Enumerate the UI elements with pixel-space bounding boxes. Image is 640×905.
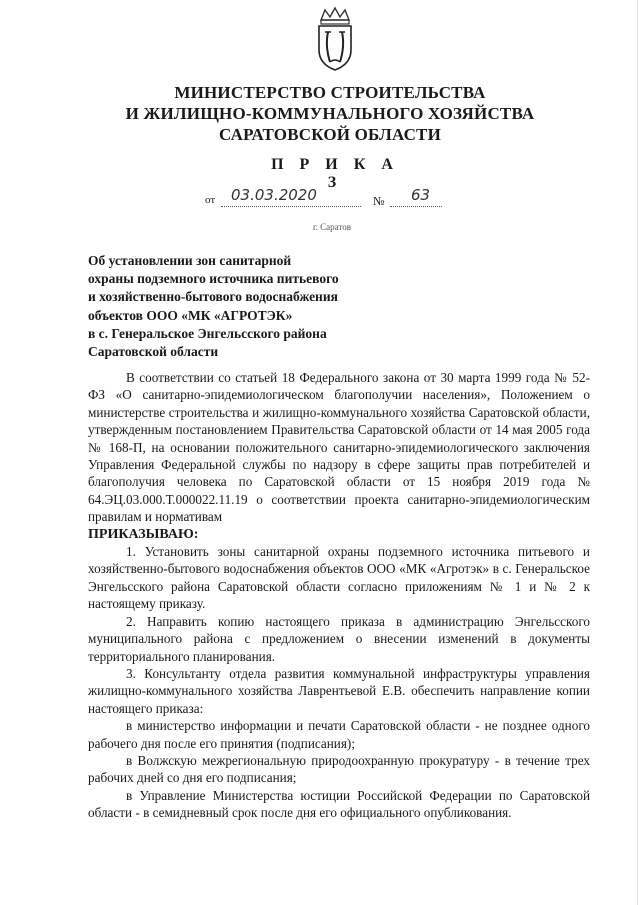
number-label: № — [373, 194, 385, 208]
city-name: г. Саратов — [313, 222, 351, 232]
order-item: 1. Установить зоны санитарной охраны подземного источника питьевого и хозяйственно-бытового водоснабжения объектов ООО «МК «Агротэк» в с. Генеральское Энгельсского района Саратовской области согласно приложениям № 1 и № 2 к настоящему приказу. — [88, 544, 590, 612]
date-label: от — [205, 194, 216, 206]
order-keyword: ПРИКАЗЫВАЮ: — [88, 526, 199, 542]
order-body — [88, 369, 590, 822]
order-date: 03.03.2020 — [231, 186, 317, 204]
ministry-line: САРАТОВСКОЙ ОБЛАСТИ — [218, 125, 442, 144]
ministry-name — [120, 82, 540, 145]
recipient-item: в министерство информации и печати Саратовской области - не позднее одного рабочего дня после его принятия (подписания); — [88, 718, 590, 751]
coat-of-arms-icon — [313, 6, 357, 72]
recipient-item: в Управление Министерства юстиции Российской Федерации по Саратовской области - в семидневный срок после дня его официального опубликования. — [88, 787, 590, 821]
subject-line: и хозяйственно-бытового водоснабжения — [88, 289, 338, 305]
order-item: 2. Направить копию настоящего приказа в администрацию Энгельсского муниципального района с предложением о внесении изменений в документы территориального планирования. — [88, 613, 590, 664]
ministry-line: МИНИСТЕРСТВО СТРОИТЕЛЬСТВА — [174, 83, 486, 102]
subject-line: Саратовской области — [88, 344, 219, 360]
number-underline — [390, 206, 442, 207]
ministry-line: И ЖИЛИЩНО-КОММУНАЛЬНОГО ХОЗЯЙСТВА — [125, 104, 535, 123]
order-number: 63 — [411, 186, 431, 204]
recipient-item: в Волжскую межрегиональную природоохранную прокуратуру - в течение трех рабочих дней со дня его подписания; — [88, 752, 590, 786]
preamble-paragraph: В соответствии со статьей 18 Федерального закона от 30 марта 1999 года № 52-ФЗ «О санитарно-эпидемиологическом благополучии населения», Положением о министерстве строительства и жилищно-коммунального хозяйства Саратовской области, утвержденным постановлением Правительства Саратовской области от 14 мая 2005 года № 168-П, на основании положительного санитарно-эпидемиологического заключения Управления Федеральной службы по надзору в сфере защиты прав потребителей и благополучия человека по Саратовской области от 15 ноября 2019 года № 64.ЭЦ.03.000.Т.000022.11.19 о соответствии проекта санитарно-эпидемиологическим правилам и нормативам — [88, 370, 590, 525]
date-underline — [221, 206, 361, 207]
subject-line: Об установлении зон санитарной — [88, 253, 292, 268]
subject-line: объектов ООО «МК «АГРОТЭК» — [88, 307, 293, 323]
order-item: 3. Консультанту отдела развития коммунальной инфраструктуры управления жилищно-коммунального хозяйства Лаврентьевой Е.В. обеспечить направление копии настоящего приказа: — [88, 665, 590, 716]
order-title: П Р И К А З — [271, 156, 399, 191]
scan-edge-line — [637, 0, 638, 905]
order-subject — [88, 252, 388, 361]
subject-line: охраны подземного источника питьевого — [88, 271, 339, 287]
subject-line: в с. Генеральское Энгельсского района — [88, 325, 327, 341]
